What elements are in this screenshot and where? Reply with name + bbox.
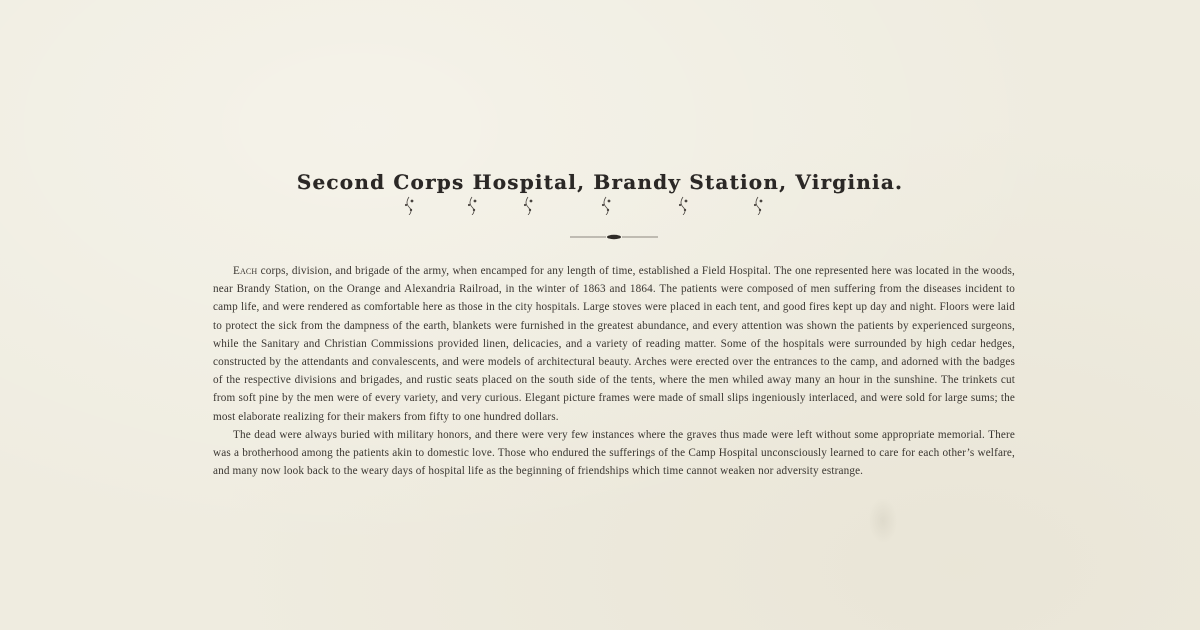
paragraph-1 — [213, 262, 1015, 426]
page-title: Second Corps Hospital, Brandy Station, Virginia. — [296, 170, 904, 194]
flourish-ornament — [526, 197, 530, 215]
body-text — [213, 262, 1015, 480]
flourish-ornament — [604, 197, 608, 215]
title-flourish-ornaments — [0, 195, 1200, 215]
flourish-ornament — [681, 197, 685, 215]
paragraph-2: The dead were always buried with military honors, and there were very few instances where the graves thus made were left without some appropriate memorial. There was a brotherhood among the patients akin to domestic love. Those who endured the sufferings of the Camp Hospital unconsciously learned to care for each other’s welfare, and many now look back to the weary days of hospital life as the beginning of friendships which time cannot weaken nor adversity estrange. — [213, 428, 1015, 478]
flourish-ornament — [756, 197, 760, 215]
flourish-ornament — [470, 197, 474, 215]
flourish-ornament — [407, 197, 411, 215]
paper-stain — [868, 498, 898, 544]
ornamental-divider — [570, 231, 658, 243]
paragraph-lead-word: Each — [233, 265, 258, 277]
paragraph-1-text: corps, division, and brigade of the army, when encamped for any length of time, established a Field Hospital. The one represented here was located in the woods, near Brandy Station, on the Orange and Alexandria Railroad, in the winter of 1863 and 1864. The patients were composed of men suffering from the diseases incident to camp life, and were rendered as comfortable here as those in the city hospitals. Large stoves were placed in each tent, and good fires kept up day and night. Floors were laid to protect the sick from the dampness of the earth, blankets were furnished in the greatest abundance, and every attention was shown the patients by experienced surgeons, while the Sanitary and Christian Commissions provided linen, delicacies, and a variety of reading matter. Some of the hospitals were surrounded by high cedar hedges, constructed by the attendants and convalescents, and were models of architectural beauty. Arches were erected over the entrances to the camp, and adorned with the badges of the respective divisions and brigades, and rustic seats placed on the south side of the tents, where the men whiled away many an hour in the sunshine. The trinkets cut from soft pine by the men were of every variety, and very curious. Elegant picture frames were made of small slips ingeniously interlaced, and were sold for large sums; the most elaborate realizing for their makers from fifty to one hundred dollars. — [213, 265, 1015, 423]
